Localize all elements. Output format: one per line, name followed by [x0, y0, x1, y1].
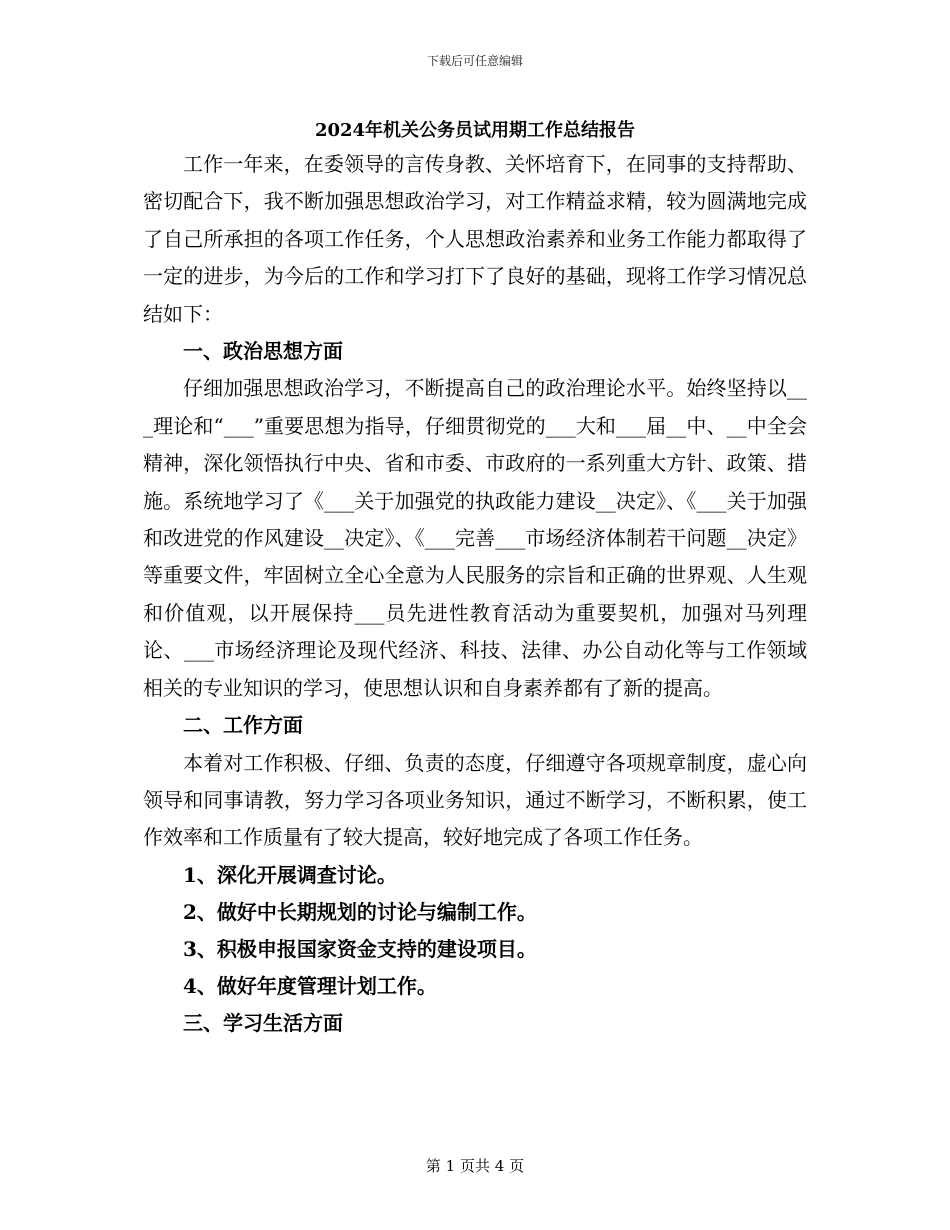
- document-title: 2024年机关公务员试用期工作总结报告: [314, 120, 636, 141]
- list-item: 2、做好中长期规划的讨论与编制工作。: [183, 899, 537, 924]
- document-body: [143, 146, 807, 1042]
- list-item: 3、积极申报国家资金支持的建设项目。: [183, 936, 537, 961]
- section-paragraph-work: 本着对工作积极、仔细、负责的态度，仔细遵守各项规章制度，虚心向领导和同事请教，努力学习各项业务知识，通过不断学习，不断积累，使工作效率和工作质量有了较大提高，较好地完成了各项工作任务。: [143, 750, 807, 850]
- section-heading-work: 二、工作方面: [183, 713, 303, 738]
- list-item: 4、做好年度管理计划工作。: [183, 973, 437, 998]
- work-items-list: [143, 857, 807, 1005]
- section-paragraph-political: 仔细加强思想政治学习，不断提高自己的政治理论水平。始终坚持以___理论和“___”重要思想为指导，仔细贯彻党的___大和___届__中、__中全会精神，深化领悟执行中央、省和市委、市政府的一系列重大方针、政策、措施。系统地学习了《___关于加强党的执政能力建设__决定》、《___关于加强和改进党的作风建设__决定》、《___完善___市场经济体制若干问题__决定》等重要文件，牢固树立全心全意为人民服务的宗旨和正确的世界观、人生观和价值观，以开展保持___员先进性教育活动为重要契机，加强对马列理论、___市场经济理论及现代经济、科技、法律、办公自动化等与工作领域相关的专业知识的学习，使思想认识和自身素养都有了新的提高。: [143, 376, 807, 700]
- section-heading-political: 一、政治思想方面: [183, 339, 343, 364]
- section-heading-study-life: 三、学习生活方面: [183, 1010, 343, 1035]
- list-item: 1、深化开展调查讨论。: [183, 862, 397, 887]
- intro-paragraph: 工作一年来，在委领导的言传身教、关怀培育下，在同事的支持帮助、密切配合下，我不断加强思想政治学习，对工作精益求精，较为圆满地完成了自己所承担的各项工作任务，个人思想政治素养和业务工作能力都取得了一定的进步，为今后的工作和学习打下了良好的基础，现将工作学习情况总结如下：: [143, 152, 807, 326]
- header-note: 下载后可任意编辑: [426, 54, 523, 68]
- page-footer: 第 1 页共 4 页: [425, 1157, 525, 1175]
